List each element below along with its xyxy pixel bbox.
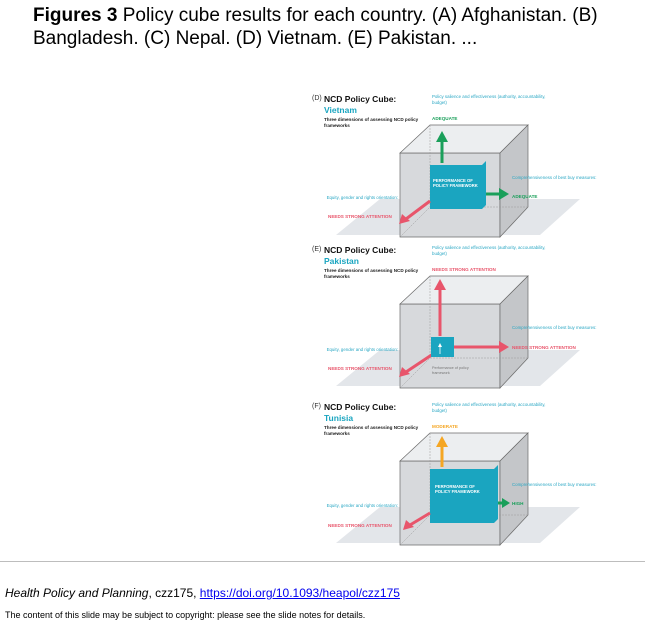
panel-letter: (D) [312,95,322,102]
performance-label: PERFORMANCE OF POLICY FRAMEWORK [433,178,478,189]
policy-cube-panel-f [300,403,600,553]
figure-caption-text: Policy cube results for each country. (A) Afghanistan. (B) Bangladesh. (C) Nepal. (D) Vietnam. (E) Pakistan. ... [33,5,598,49]
axis-right-label: Comprehensiveness of best buy measures: [512,175,597,180]
rating-right: ADEQUATE [512,194,538,199]
panel-subtitle: Three dimensions of assessing NCD policy frameworks [324,117,419,128]
panel-letter: (E) [312,246,322,253]
axis-left-label: Equity, gender and rights orientation: [326,347,398,352]
panel-title: NCD Policy Cube: [324,245,397,255]
axis-left-label: Equity, gender and rights orientation: [326,195,398,200]
axis-left-label: Equity, gender and rights orientation: [326,503,398,508]
rating-right: HIGH [512,501,524,506]
journal-name: Health Policy and Planning [5,586,149,600]
panel-letter: (F) [312,403,321,410]
performance-label: Performance of policy framework [432,366,469,375]
performance-label: PERFORMANCE OF POLICY FRAMEWORK [435,484,480,495]
rating-top: ADEQUATE [432,116,458,121]
rating-left: NEEDS STRONG ATTENTION [328,523,392,528]
panel-subtitle: Three dimensions of assessing NCD policy frameworks [324,425,419,436]
policy-cube-panel-e [300,246,600,396]
doi-link[interactable]: https://doi.org/10.1093/heapol/czz175 [199,586,400,600]
panel-subtitle: Three dimensions of assessing NCD policy frameworks [324,268,419,279]
axis-top-label: Policy salience and effectiveness (authority, accountability, budget) [432,402,546,413]
rating-top: NEEDS STRONG ATTENTION [432,267,496,272]
figure-label: Figures 3 [33,5,118,26]
policy-cube-panel-d [300,95,600,245]
citation-id: , czz175, [148,586,200,600]
rating-top: MODERATE [432,424,458,429]
copyright-note: The content of this slide may be subject to copyright: please see the slide notes for details. [5,610,366,620]
rating-left: NEEDS STRONG ATTENTION [328,366,392,371]
axis-right-label: Comprehensiveness of best buy measures: [512,482,597,487]
axis-top-label: Policy salience and effectiveness (authority, accountability, budget) [432,94,546,105]
rating-left: NEEDS STRONG ATTENTION [328,214,392,219]
panel-title: NCD Policy Cube: [324,402,397,412]
panel-country: Vietnam [324,105,357,115]
figure-caption [33,4,641,50]
footer-divider [0,561,645,562]
panel-country: Pakistan [324,256,359,266]
citation [5,586,400,600]
axis-top-label: Policy salience and effectiveness (authority, accountability, budget) [432,245,546,256]
panel-title: NCD Policy Cube: [324,94,397,104]
rating-right: NEEDS STRONG ATTENTION [512,345,576,350]
panel-country: Tunisia [324,413,354,423]
axis-right-label: Comprehensiveness of best buy measures: [512,325,597,330]
